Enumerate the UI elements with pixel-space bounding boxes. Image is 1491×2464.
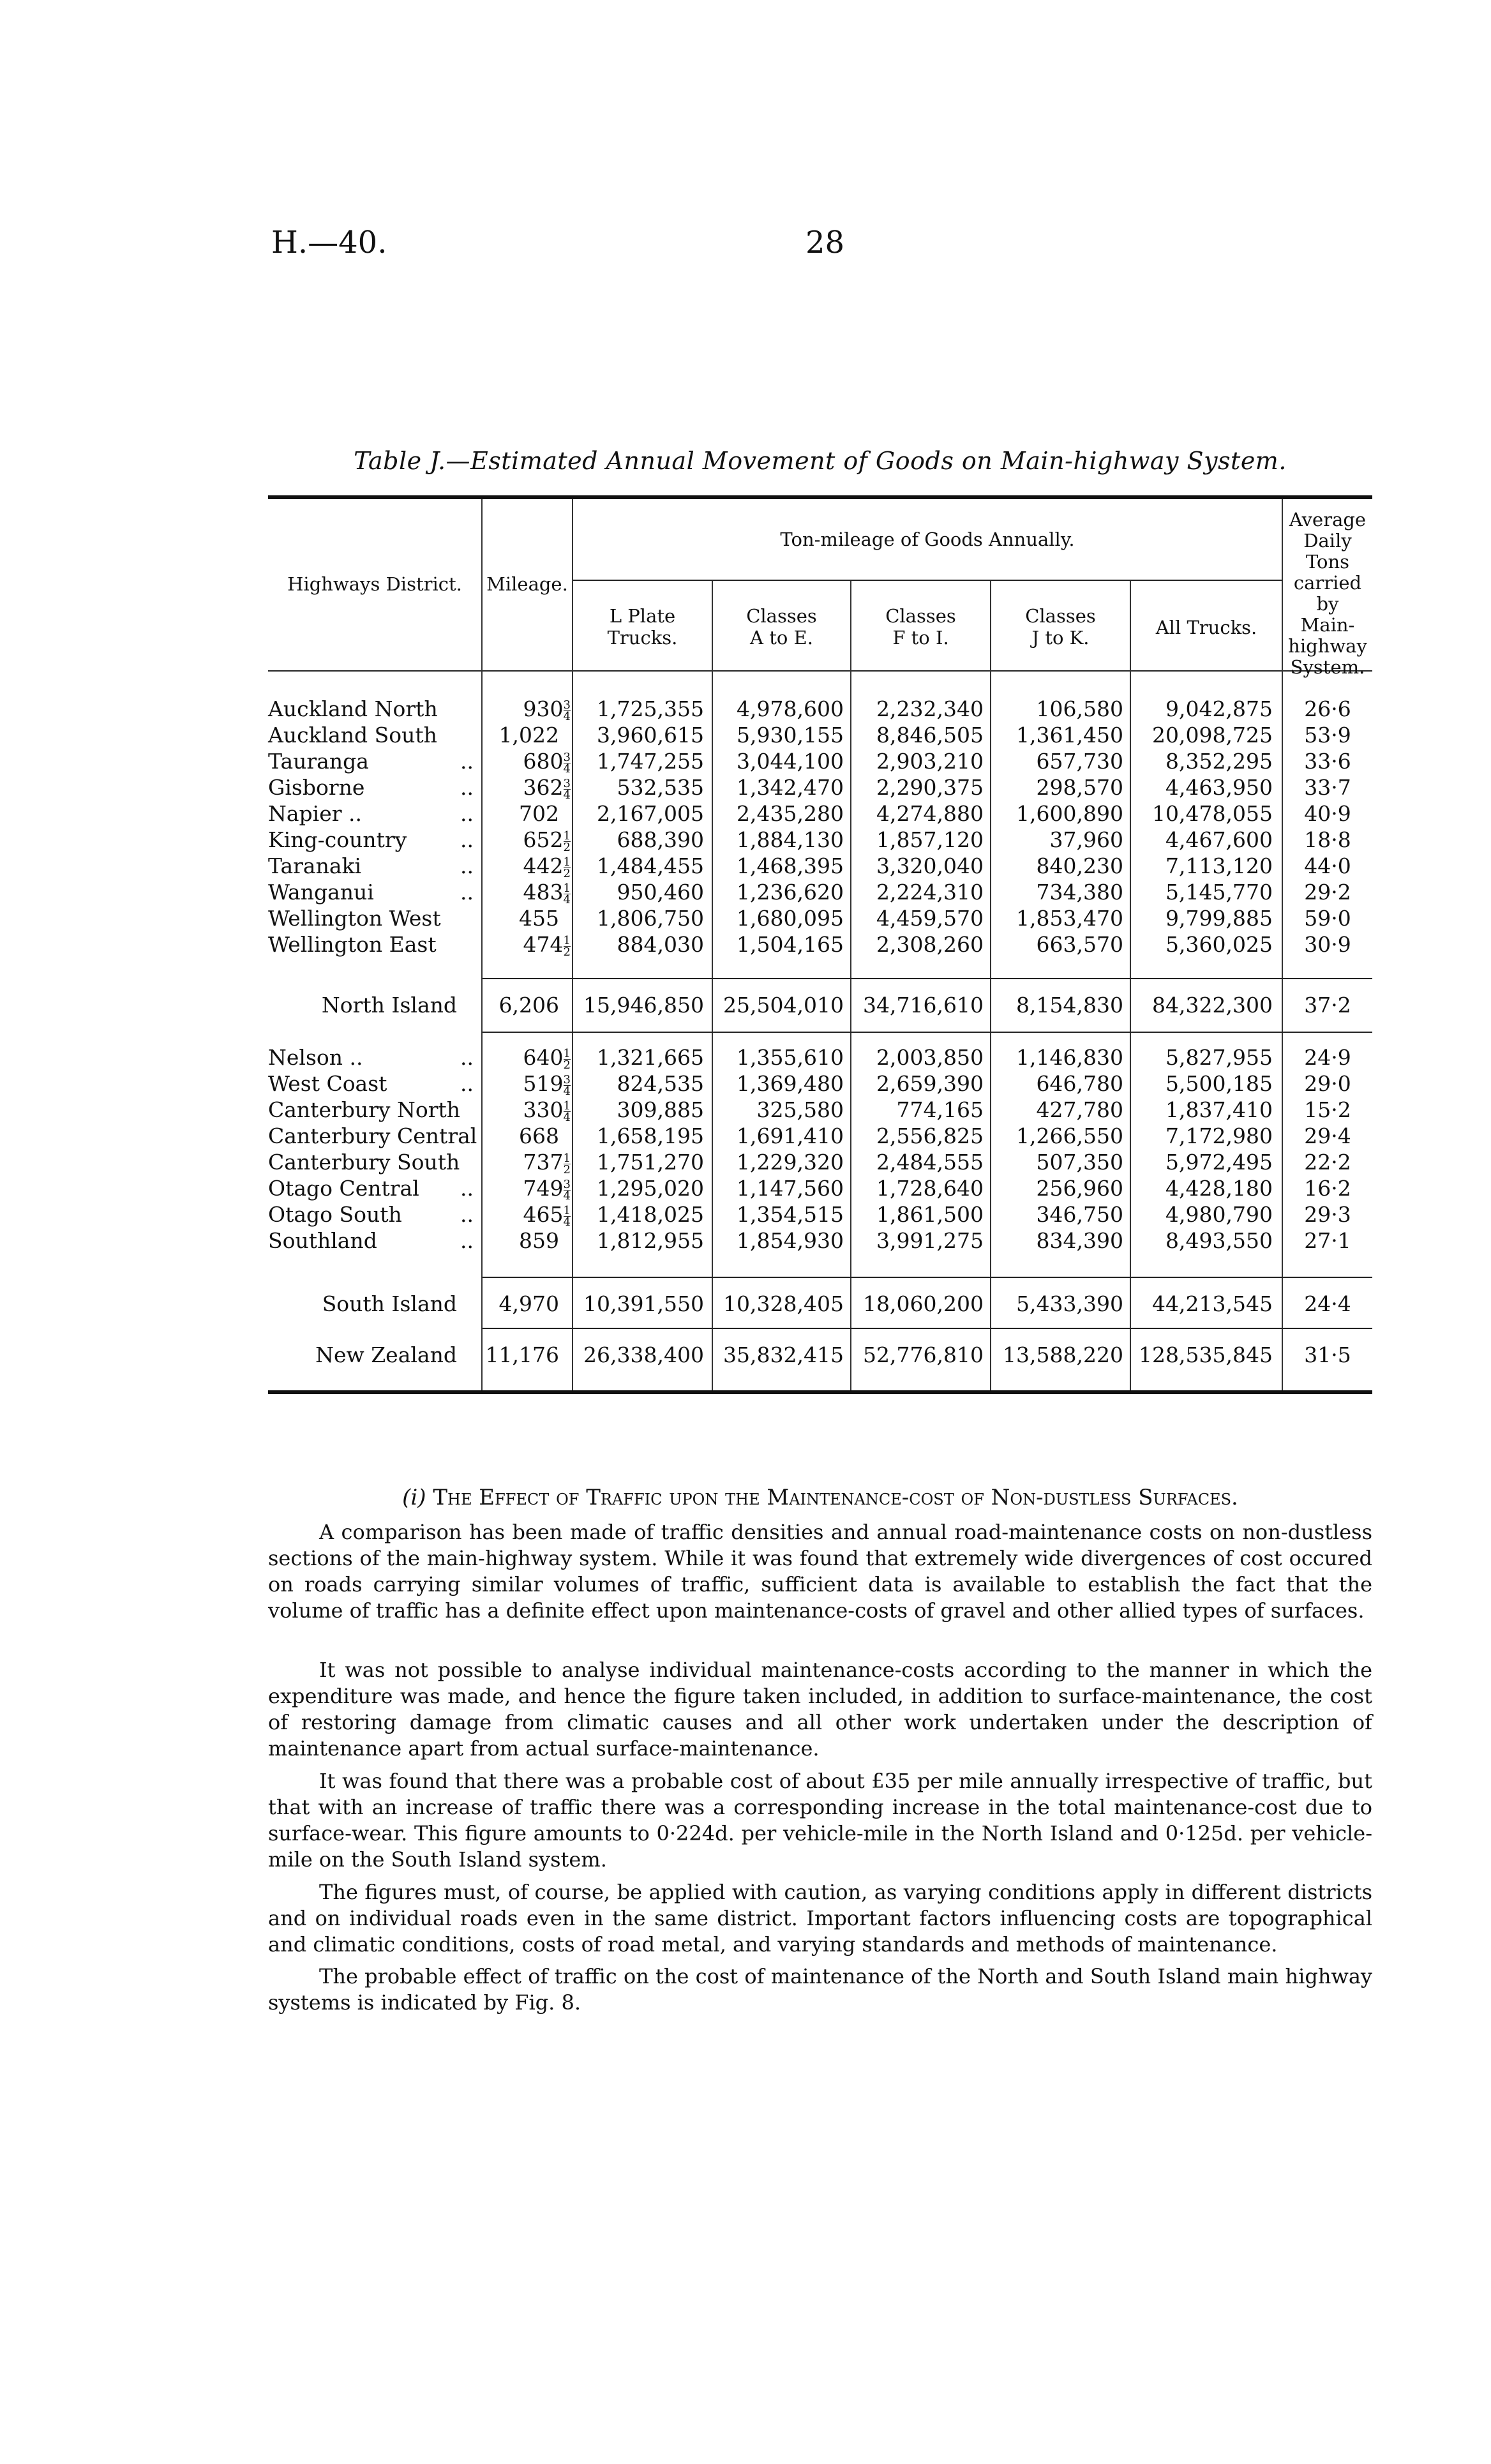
all-value: 7,172,980 <box>1165 1123 1273 1148</box>
a-to-e-value: 1,342,470 <box>737 775 844 800</box>
a-to-e-value: 1,354,515 <box>737 1202 844 1227</box>
avg-daily-tons-value: 22·2 <box>1304 1150 1351 1175</box>
all-value: 4,467,600 <box>1165 827 1273 852</box>
avg-daily-tons-value: 44·0 <box>1304 853 1351 878</box>
group-header-rule <box>573 580 1282 581</box>
paragraph-4: The figures must, of course, be applied with caution, as varying conditions apply in different districts and on individual roads even in the same district. Important factors influencing costs are topographical and climatic conditions, costs of road metal, and varying standards and methods of maintenance. <box>268 1880 1372 1957</box>
l-plate-value: 824,535 <box>617 1071 704 1096</box>
j-to-k-value: 1,853,470 <box>1016 906 1123 931</box>
district-label: Otago South <box>268 1202 402 1227</box>
leader-dots: .. <box>460 1176 474 1201</box>
l-plate-value: 1,658,195 <box>597 1123 704 1148</box>
all-value: 1,837,410 <box>1165 1097 1273 1122</box>
district-label: King-country <box>268 827 407 852</box>
district-name <box>268 1149 479 1175</box>
avg-daily-tons-value: 31·5 <box>1304 1342 1351 1367</box>
a-to-e-value: 1,229,320 <box>737 1150 844 1175</box>
a-to-e-value: 4,978,600 <box>737 696 844 721</box>
f-to-i-value: 18,060,200 <box>863 1291 984 1316</box>
mileage-value <box>483 1097 571 1123</box>
mileage-fraction <box>564 1179 571 1201</box>
district-label: South Island <box>322 1291 457 1316</box>
l-plate-value: 1,751,270 <box>597 1150 704 1175</box>
j-to-k-value: 734,380 <box>1036 880 1123 905</box>
fraction-denominator: 2 <box>563 840 571 854</box>
district-label: Nelson .. <box>268 1045 363 1070</box>
a-to-e-value: 1,691,410 <box>737 1123 844 1148</box>
f-to-i-value: 1,728,640 <box>876 1176 984 1201</box>
f-to-i-value: 2,484,555 <box>876 1150 984 1175</box>
j-to-k-value: 507,350 <box>1036 1150 1123 1175</box>
avg-daily-tons-value: 26·6 <box>1304 696 1351 721</box>
mileage-value <box>483 853 571 879</box>
mileage-whole: 483 <box>523 880 564 905</box>
j-to-k-value: 1,266,550 <box>1016 1123 1123 1148</box>
l-plate-value: 1,812,955 <box>597 1228 704 1253</box>
mileage-whole: 930 <box>523 696 564 721</box>
a-to-e-value: 2,435,280 <box>737 801 844 826</box>
j-to-k-value: 8,154,830 <box>1016 993 1123 1018</box>
f-to-i-value: 2,290,375 <box>876 775 984 800</box>
mileage-whole: 455 <box>519 906 559 931</box>
mileage-whole: 668 <box>519 1123 559 1148</box>
a-to-e-value: 1,854,930 <box>737 1228 844 1253</box>
district-name <box>268 1097 479 1123</box>
fraction-numerator: 1 <box>563 1203 571 1217</box>
fraction-numerator: 3 <box>563 698 571 712</box>
mileage-fraction <box>564 752 571 774</box>
district-label: Gisborne <box>268 775 365 800</box>
f-to-i-value: 52,776,810 <box>863 1342 984 1367</box>
paragraph-5: The probable effect of traffic on the cost of maintenance of the North and South Island main highway systems is indicated by Fig. 8. <box>268 1964 1372 2015</box>
avg-daily-tons-value: 29·3 <box>1304 1202 1351 1227</box>
a-to-e-value: 35,832,415 <box>723 1342 844 1367</box>
page-number: 28 <box>805 225 845 260</box>
mileage-value <box>483 1123 559 1149</box>
header-j-to-k: Classes J to K. <box>1025 605 1096 649</box>
district-name <box>268 853 479 879</box>
a-to-e-value: 5,930,155 <box>737 723 844 747</box>
f-to-i-value: 2,224,310 <box>876 880 984 905</box>
l-plate-value: 1,418,025 <box>597 1202 704 1227</box>
mileage-whole: 465 <box>523 1202 564 1227</box>
mileage-fraction <box>564 1205 571 1228</box>
a-to-e-value: 1,468,395 <box>737 853 844 878</box>
l-plate-value: 950,460 <box>617 880 704 905</box>
district-name <box>268 1044 479 1070</box>
a-to-e-value: 1,147,560 <box>737 1176 844 1201</box>
avg-daily-tons-value: 18·8 <box>1304 827 1351 852</box>
district-name <box>268 1070 479 1097</box>
leader-dots: .. <box>460 749 474 774</box>
fraction-denominator: 4 <box>563 788 571 802</box>
district-label: Napier .. <box>268 801 363 826</box>
f-to-i-value: 4,274,880 <box>876 801 984 826</box>
mileage-fraction <box>564 1074 571 1097</box>
mileage-fraction <box>564 830 571 853</box>
fraction-denominator: 4 <box>563 709 571 723</box>
all-value: 9,799,885 <box>1165 906 1273 931</box>
district-label: Auckland South <box>268 723 437 747</box>
f-to-i-value: 2,556,825 <box>876 1123 984 1148</box>
mileage-fraction <box>564 883 571 905</box>
district-name <box>268 879 479 905</box>
l-plate-value: 532,535 <box>617 775 704 800</box>
all-value: 5,972,495 <box>1165 1150 1273 1175</box>
fraction-numerator: 1 <box>563 855 571 869</box>
district-label: West Coast <box>268 1071 387 1096</box>
leader-dots: .. <box>460 827 474 852</box>
mileage-value <box>483 827 571 853</box>
avg-daily-tons-value: 37·2 <box>1304 993 1351 1018</box>
mileage-value <box>483 1149 571 1175</box>
district-label: New Zealand <box>315 1342 457 1367</box>
section-heading <box>268 1485 1372 1510</box>
all-value: 9,042,875 <box>1165 696 1273 721</box>
district-name <box>268 931 479 958</box>
fraction-denominator: 4 <box>563 1189 571 1203</box>
mileage-whole: 474 <box>523 932 564 957</box>
mileage-value <box>483 1291 559 1317</box>
fraction-numerator: 1 <box>563 1046 571 1060</box>
avg-daily-tons-value: 27·1 <box>1304 1228 1351 1253</box>
a-to-e-value: 1,355,610 <box>737 1045 844 1070</box>
fraction-denominator: 4 <box>563 762 571 776</box>
a-to-e-value: 325,580 <box>756 1097 844 1122</box>
all-value: 20,098,725 <box>1152 723 1273 747</box>
fraction-numerator: 1 <box>563 1099 571 1113</box>
district-label: Canterbury South <box>268 1150 460 1175</box>
district-label: Canterbury North <box>268 1097 461 1122</box>
l-plate-value: 2,167,005 <box>597 801 704 826</box>
mileage-value <box>483 696 571 722</box>
district-name <box>268 696 479 722</box>
leader-dots: .. <box>460 801 474 826</box>
all-value: 84,322,300 <box>1152 993 1273 1018</box>
j-to-k-value: 13,588,220 <box>1003 1342 1123 1367</box>
l-plate-value: 3,960,615 <box>597 723 704 747</box>
district-name <box>268 1291 479 1317</box>
header-all-trucks: All Trucks. <box>1155 617 1257 638</box>
mileage-whole: 859 <box>519 1228 559 1253</box>
district-name <box>268 722 479 748</box>
fraction-numerator: 3 <box>563 1177 571 1191</box>
header-mileage: Mileage. <box>486 573 568 595</box>
all-value: 4,463,950 <box>1165 775 1273 800</box>
fraction-numerator: 1 <box>563 829 571 843</box>
mileage-value <box>483 879 571 905</box>
mileage-fraction <box>564 1153 571 1175</box>
avg-daily-tons-value: 53·9 <box>1304 723 1351 747</box>
district-name <box>268 1201 479 1228</box>
f-to-i-value: 1,857,120 <box>876 827 984 852</box>
mileage-whole: 362 <box>523 775 564 800</box>
mileage-whole: 1,022 <box>498 723 559 747</box>
avg-daily-tons-value: 29·2 <box>1304 880 1351 905</box>
mileage-whole: 330 <box>523 1097 564 1122</box>
f-to-i-value: 1,861,500 <box>876 1202 984 1227</box>
avg-daily-tons-value: 33·6 <box>1304 749 1351 774</box>
l-plate-value: 1,295,020 <box>597 1176 704 1201</box>
all-value: 7,113,120 <box>1165 853 1273 878</box>
a-to-e-value: 10,328,405 <box>723 1291 844 1316</box>
mileage-value <box>483 1228 559 1254</box>
district-label: Taranaki <box>268 853 362 878</box>
avg-daily-tons-value: 16·2 <box>1304 1176 1351 1201</box>
fraction-numerator: 1 <box>563 933 571 947</box>
mileage-value <box>483 1070 571 1097</box>
header-avg-daily-tons: Average Daily Tons carried by Main- highway System. <box>1288 509 1367 678</box>
j-to-k-value: 1,146,830 <box>1016 1045 1123 1070</box>
all-value: 8,352,295 <box>1165 749 1273 774</box>
district-name <box>268 992 479 1018</box>
all-value: 5,145,770 <box>1165 880 1273 905</box>
district-name <box>268 827 479 853</box>
f-to-i-value: 3,320,040 <box>876 853 984 878</box>
l-plate-value: 1,747,255 <box>597 749 704 774</box>
nz-total-top-rule <box>483 1328 1372 1329</box>
j-to-k-value: 646,780 <box>1036 1071 1123 1096</box>
fraction-denominator: 2 <box>563 1162 571 1176</box>
l-plate-value: 309,885 <box>617 1097 704 1122</box>
district-name <box>268 748 479 774</box>
mileage-fraction <box>564 700 571 722</box>
header-bottom-rule <box>268 670 1372 672</box>
f-to-i-value: 2,232,340 <box>876 696 984 721</box>
a-to-e-value: 3,044,100 <box>737 749 844 774</box>
running-reference: H.—40. <box>271 225 387 260</box>
mileage-whole: 4,970 <box>498 1291 559 1316</box>
j-to-k-value: 298,570 <box>1036 775 1123 800</box>
l-plate-value: 15,946,850 <box>583 993 704 1018</box>
district-name <box>268 905 479 931</box>
north-total-bottom-rule <box>483 1032 1372 1033</box>
paragraph-2: It was not possible to analyse individual maintenance-costs according to the manner in which the expenditure was made, and hence the figure taken included, in addition to surface-maintenance, the cost of restoring damage from climatic causes and all other work undertaken under the description of maintenance apart from actual surface-maintenance. <box>268 1658 1372 1761</box>
district-label: Wellington West <box>268 906 441 931</box>
a-to-e-value: 1,236,620 <box>737 880 844 905</box>
district-name <box>268 1175 479 1201</box>
mileage-whole: 442 <box>523 853 564 878</box>
fraction-denominator: 4 <box>563 1110 571 1124</box>
district-label: Tauranga <box>268 749 369 774</box>
avg-daily-tons-value: 30·9 <box>1304 932 1351 957</box>
fraction-denominator: 4 <box>563 1084 571 1098</box>
j-to-k-value: 427,780 <box>1036 1097 1123 1122</box>
header-district: Highways District. <box>287 573 462 595</box>
district-label: North Island <box>321 993 457 1018</box>
table-top-rule <box>268 495 1372 499</box>
mileage-value <box>483 800 559 827</box>
header-ton-mileage: Ton-mileage of Goods Annually. <box>780 529 1075 550</box>
mileage-fraction <box>564 935 571 958</box>
district-label: Auckland North <box>268 696 438 721</box>
all-value: 4,428,180 <box>1165 1176 1273 1201</box>
leader-dots: .. <box>460 1045 474 1070</box>
mileage-value <box>483 931 571 958</box>
j-to-k-value: 256,960 <box>1036 1176 1123 1201</box>
fraction-denominator: 2 <box>563 1058 571 1072</box>
mileage-value <box>483 722 559 748</box>
f-to-i-value: 4,459,570 <box>876 906 984 931</box>
j-to-k-value: 1,361,450 <box>1016 723 1123 747</box>
mileage-value <box>483 1201 571 1228</box>
l-plate-value: 884,030 <box>617 932 704 957</box>
district-name <box>268 774 479 800</box>
table-title: Table J.—Estimated Annual Movement of Goods on Main-highway System. <box>354 447 1287 475</box>
a-to-e-value: 25,504,010 <box>723 993 844 1018</box>
mileage-fraction <box>564 778 571 800</box>
mileage-whole: 680 <box>523 749 564 774</box>
avg-daily-tons-value: 29·4 <box>1304 1123 1351 1148</box>
f-to-i-value: 2,903,210 <box>876 749 984 774</box>
a-to-e-value: 1,680,095 <box>737 906 844 931</box>
leader-dots: .. <box>460 853 474 878</box>
fraction-numerator: 1 <box>563 881 571 895</box>
l-plate-value: 1,321,665 <box>597 1045 704 1070</box>
f-to-i-value: 774,165 <box>896 1097 984 1122</box>
j-to-k-value: 37,960 <box>1049 827 1123 852</box>
fraction-numerator: 3 <box>563 750 571 764</box>
district-label: Otago Central <box>268 1176 419 1201</box>
avg-daily-tons-value: 24·9 <box>1304 1045 1351 1070</box>
f-to-i-value: 3,991,275 <box>876 1228 984 1253</box>
district-name <box>268 1228 479 1254</box>
j-to-k-value: 5,433,390 <box>1016 1291 1123 1316</box>
j-to-k-value: 834,390 <box>1036 1228 1123 1253</box>
mileage-whole: 519 <box>523 1071 564 1096</box>
avg-daily-tons-value: 24·4 <box>1304 1291 1351 1316</box>
south-total-top-rule <box>483 1277 1372 1278</box>
all-value: 10,478,055 <box>1152 801 1273 826</box>
mileage-whole: 6,206 <box>498 993 559 1018</box>
leader-dots: .. <box>460 1202 474 1227</box>
district-label: Canterbury Central <box>268 1123 477 1148</box>
all-value: 4,980,790 <box>1165 1202 1273 1227</box>
leader-dots: .. <box>460 1228 474 1253</box>
all-value: 128,535,845 <box>1139 1342 1273 1367</box>
mileage-value <box>483 1175 571 1201</box>
leader-dots: .. <box>460 880 474 905</box>
fraction-denominator: 2 <box>563 945 571 959</box>
f-to-i-value: 8,846,505 <box>876 723 984 747</box>
mileage-whole: 11,176 <box>485 1342 559 1367</box>
j-to-k-value: 1,600,890 <box>1016 801 1123 826</box>
a-to-e-value: 1,369,480 <box>737 1071 844 1096</box>
district-label: Wanganui <box>268 880 374 905</box>
mileage-whole: 652 <box>523 827 564 852</box>
j-to-k-value: 106,580 <box>1036 696 1123 721</box>
header-l-plate: L Plate Trucks. <box>607 605 678 649</box>
mileage-value <box>483 1342 559 1368</box>
paragraph-1: A comparison has been made of traffic densities and annual road-maintenance costs on non-dustless sections of the main-highway system. While it was found that extremely wide divergences of cost occured on roads carrying similar volumes of traffic, sufficient data is available to establish the fact that the volume of traffic has a definite effect upon maintenance-costs of gravel and other allied types of surfaces. <box>268 1520 1372 1623</box>
leader-dots: .. <box>460 775 474 800</box>
district-label: Southland <box>268 1228 377 1253</box>
f-to-i-value: 2,659,390 <box>876 1071 984 1096</box>
mileage-value <box>483 992 559 1018</box>
section-title: The Effect of Traffic upon the Maintenance-cost of Non-dustless Surfaces. <box>433 1485 1238 1510</box>
l-plate-value: 1,806,750 <box>597 906 704 931</box>
all-value: 5,360,025 <box>1165 932 1273 957</box>
mileage-value <box>483 748 571 774</box>
f-to-i-value: 2,308,260 <box>876 932 984 957</box>
mileage-value <box>483 1044 571 1070</box>
fraction-denominator: 2 <box>563 866 571 880</box>
a-to-e-value: 1,504,165 <box>737 932 844 957</box>
l-plate-value: 688,390 <box>617 827 704 852</box>
district-name <box>268 1342 479 1368</box>
l-plate-value: 1,725,355 <box>597 696 704 721</box>
paragraph-3: It was found that there was a probable cost of about £35 per mile annually irrespective of traffic, but that with an increase of traffic there was a corresponding increase in the total maintenance-cost due to surface-wear. This figure amounts to 0·224d. per vehicle-mile in the North Island and 0·125d. per vehicle-mile on the South Island system. <box>268 1769 1372 1872</box>
j-to-k-value: 663,570 <box>1036 932 1123 957</box>
mileage-whole: 702 <box>519 801 559 826</box>
leader-dots: .. <box>460 1071 474 1096</box>
header-a-to-e: Classes A to E. <box>746 605 817 649</box>
mileage-whole: 749 <box>523 1176 564 1201</box>
mileage-value <box>483 774 571 800</box>
section-number: (i) <box>402 1485 426 1510</box>
avg-daily-tons-value: 15·2 <box>1304 1097 1351 1122</box>
all-value: 44,213,545 <box>1152 1291 1273 1316</box>
header-f-to-i: Classes F to I. <box>885 605 956 649</box>
mileage-value <box>483 905 559 931</box>
all-value: 8,493,550 <box>1165 1228 1273 1253</box>
district-label: Wellington East <box>268 932 437 957</box>
fraction-numerator: 1 <box>563 1151 571 1165</box>
j-to-k-value: 657,730 <box>1036 749 1123 774</box>
fraction-numerator: 3 <box>563 1072 571 1086</box>
fraction-numerator: 3 <box>563 776 571 790</box>
j-to-k-value: 346,750 <box>1036 1202 1123 1227</box>
fraction-denominator: 4 <box>563 1215 571 1229</box>
district-name <box>268 1123 479 1149</box>
table-bottom-rule <box>268 1390 1372 1394</box>
f-to-i-value: 2,003,850 <box>876 1045 984 1070</box>
mileage-fraction <box>564 1101 571 1123</box>
district-name <box>268 800 479 827</box>
all-value: 5,500,185 <box>1165 1071 1273 1096</box>
north-total-top-rule <box>483 978 1372 979</box>
mileage-fraction <box>564 1048 571 1070</box>
l-plate-value: 10,391,550 <box>583 1291 704 1316</box>
l-plate-value: 26,338,400 <box>583 1342 704 1367</box>
l-plate-value: 1,484,455 <box>597 853 704 878</box>
all-value: 5,827,955 <box>1165 1045 1273 1070</box>
avg-daily-tons-value: 33·7 <box>1304 775 1351 800</box>
a-to-e-value: 1,884,130 <box>737 827 844 852</box>
mileage-whole: 737 <box>523 1150 564 1175</box>
mileage-fraction <box>564 857 571 879</box>
avg-daily-tons-value: 59·0 <box>1304 906 1351 931</box>
f-to-i-value: 34,716,610 <box>863 993 984 1018</box>
mileage-whole: 640 <box>523 1045 564 1070</box>
avg-daily-tons-value: 40·9 <box>1304 801 1351 826</box>
j-to-k-value: 840,230 <box>1036 853 1123 878</box>
fraction-denominator: 4 <box>563 892 571 906</box>
avg-daily-tons-value: 29·0 <box>1304 1071 1351 1096</box>
